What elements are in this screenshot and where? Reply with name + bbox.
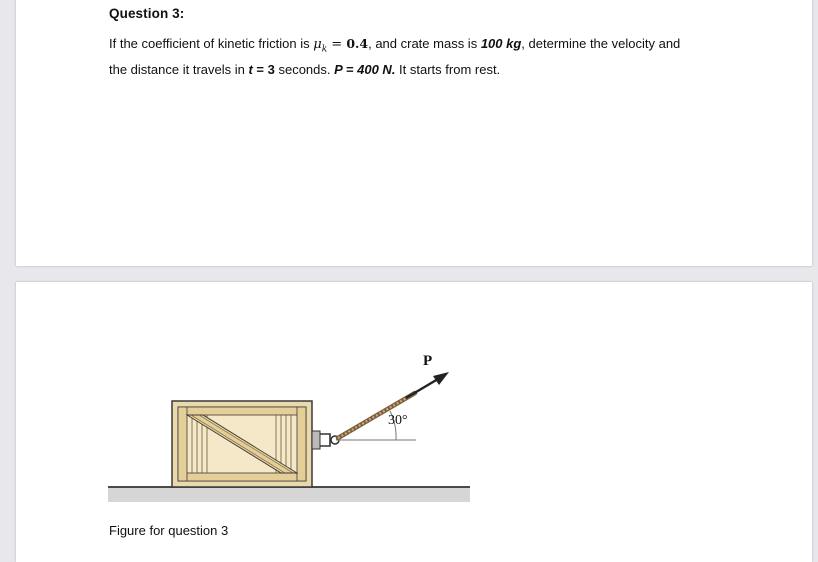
mu-subscript: k [321, 44, 328, 55]
problem-text: the distance it travels in [109, 61, 249, 77]
mu-equals: = [327, 37, 347, 52]
angle-label: 30° [388, 413, 408, 428]
time-equals: = 3 [252, 61, 275, 77]
problem-text: If the coefficient of kinetic friction is [109, 36, 314, 51]
problem-statement [109, 34, 749, 80]
force-label: P [423, 353, 433, 369]
problem-text: It starts from rest. [395, 61, 501, 77]
crate [172, 401, 312, 487]
figure-caption: Figure for question 3 [109, 523, 229, 538]
force-arrowhead [433, 372, 449, 385]
mu-symbol: μ [313, 37, 322, 52]
ground [108, 487, 470, 502]
question-page [16, 0, 812, 266]
crate-figure [108, 350, 488, 510]
force-arrow-shaft [406, 379, 438, 398]
figure-page [16, 282, 812, 562]
hook [312, 431, 339, 449]
mass-value: 100 kg [480, 36, 522, 51]
problem-text: seconds. [274, 61, 335, 77]
force-value: P = 400 N. [334, 61, 396, 77]
problem-text: , and crate mass is [368, 36, 481, 51]
time-symbol: t [248, 61, 253, 77]
mu-value: 0.4 [346, 36, 369, 51]
problem-text: , determine the velocity and [521, 36, 681, 51]
question-heading: Question 3: [109, 6, 185, 21]
